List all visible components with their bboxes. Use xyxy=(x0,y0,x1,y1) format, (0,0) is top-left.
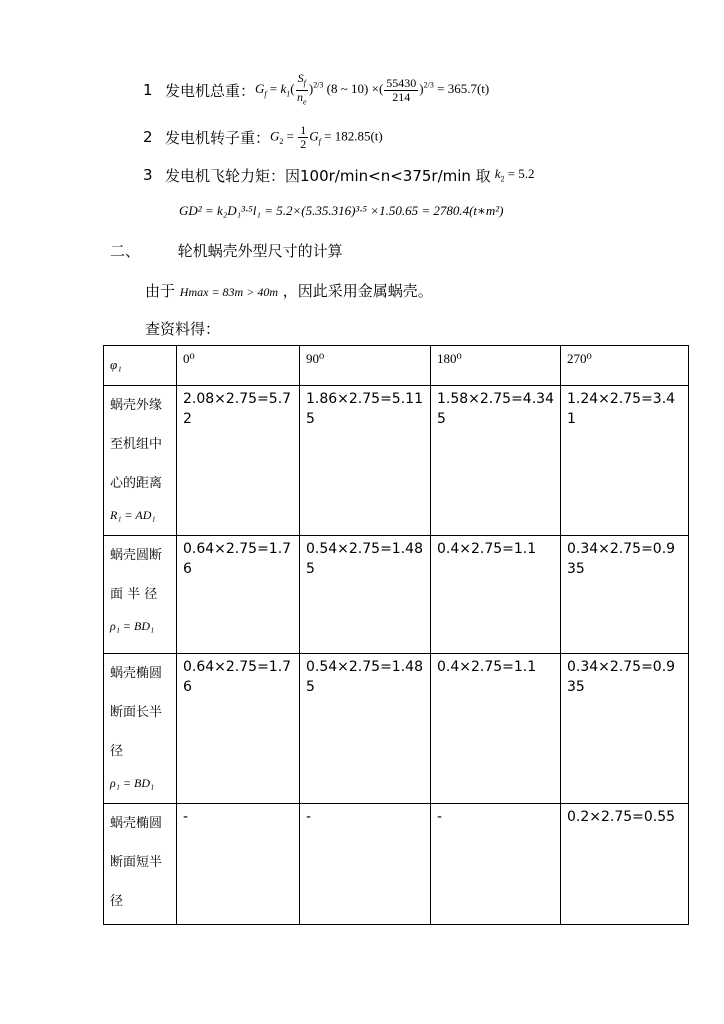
paragraph-lookup: 查资料得： xyxy=(145,320,221,338)
para1-suffix: ，因此采用金属蜗壳。 xyxy=(282,282,433,300)
table-cell: 0.4×2.75=1.1 xyxy=(431,536,561,654)
row-label-line: 蜗壳外缘 xyxy=(110,398,163,413)
header-0: 0⁰ xyxy=(183,351,195,366)
f1-result: = 365.7(t) xyxy=(437,80,490,96)
table-header-row xyxy=(104,346,689,386)
row-symbol: ρ₁ = BD₁ xyxy=(110,776,155,790)
table-cell: - xyxy=(431,804,561,925)
table-cell: 1.58×2.75=4.345 xyxy=(431,386,561,536)
para1-math: Hmax = 83m > 40m xyxy=(179,285,278,299)
f2-lhs-sub: 2 xyxy=(279,136,284,146)
f2-frac-num: 1 xyxy=(300,122,307,137)
table-header-cell xyxy=(177,346,300,386)
header-90: 90⁰ xyxy=(306,351,325,366)
row-label-line: 心的距离 xyxy=(110,476,163,491)
row-label-line: 断面长半 xyxy=(110,705,163,720)
row-label-line: 蜗壳椭圆 xyxy=(110,666,163,681)
table-corner-cell xyxy=(104,346,177,386)
table-cell: 0.54×2.75=1.485 xyxy=(300,654,431,804)
item-3 xyxy=(143,164,535,186)
row-label-cell xyxy=(104,654,177,804)
table-header-cell xyxy=(431,346,561,386)
row-label-line: 径 xyxy=(110,894,124,909)
f2-lhs: G xyxy=(270,127,280,143)
f3-k: k xyxy=(494,166,501,182)
section-title: 轮机蜗壳外型尺寸的计算 xyxy=(177,242,343,260)
table-cell: 0.64×2.75=1.76 xyxy=(177,536,300,654)
item-label: 发电机飞轮力矩：因100r/min<n<375r/min 取 xyxy=(165,166,491,185)
f1-exp-2: 2/3 xyxy=(423,80,434,90)
table-cell: 1.24×2.75=3.41 xyxy=(561,386,689,536)
item-2 xyxy=(143,118,383,156)
table-header-cell xyxy=(561,346,689,386)
paragraph-metal-casing xyxy=(145,280,433,301)
row-label-line: 至机组中 xyxy=(110,437,163,452)
f2-fraction xyxy=(298,124,308,151)
f2-rhs-sub: f xyxy=(318,136,321,146)
row-label-cell xyxy=(104,536,177,654)
f1-frac1-num-sub: f xyxy=(303,78,306,88)
table-row xyxy=(104,536,689,654)
row-label-line: 断面短半 xyxy=(110,855,163,870)
section-number: 二、 xyxy=(110,242,141,260)
table-row xyxy=(104,804,689,925)
f1-fraction-1 xyxy=(296,72,308,108)
table-cell: 0.4×2.75=1.1 xyxy=(431,654,561,804)
f3-k-value: = 5.2 xyxy=(507,166,535,182)
f1-lhs-sub: f xyxy=(264,89,267,99)
row-label-line: 面 半 径 xyxy=(110,587,158,602)
row-label-line: 蜗壳椭圆 xyxy=(110,816,163,831)
item-label: 发电机总重： xyxy=(165,81,256,100)
f1-frac1-num: S xyxy=(297,71,304,86)
table-cell: 0.2×2.75=0.55 xyxy=(561,804,689,925)
f1-fraction-2 xyxy=(384,77,418,104)
item-label: 发电机转子重： xyxy=(165,128,271,147)
table-cell: 2.08×2.75=5.72 xyxy=(177,386,300,536)
f2-frac-den: 2 xyxy=(300,136,307,151)
formula-rotor-weight: $G_2$ = $\frac{1}{2}$ $G_f = 182.85(t)$ xyxy=(270,122,383,151)
formula-k2 xyxy=(495,166,535,184)
f1-range: (8 ~ 10) × xyxy=(326,80,379,96)
table-cell: 0.34×2.75=0.935 xyxy=(561,536,689,654)
f1-frac2-den: 214 xyxy=(392,89,411,104)
table-cell: - xyxy=(300,804,431,925)
row-label-cell xyxy=(104,804,177,925)
table-cell: 1.86×2.75=5.115 xyxy=(300,386,431,536)
item-1 xyxy=(143,68,489,112)
row-symbol: ρ₁ = BD₁ xyxy=(110,619,155,633)
item-number: 3 xyxy=(143,166,153,184)
row-label-cell xyxy=(104,386,177,536)
table-header-cell xyxy=(300,346,431,386)
f2-result: = 182.85(t) xyxy=(324,127,383,143)
f1-exp-1: 2/3 xyxy=(313,80,324,90)
f1-frac2-num: 55430 xyxy=(386,75,417,90)
row-label-line: 蜗壳圆断 xyxy=(110,548,163,563)
table-cell: 0.54×2.75=1.485 xyxy=(300,536,431,654)
header-180: 180⁰ xyxy=(437,351,462,366)
formula-flywheel-moment: GD² = k₂D₁³·⁵l₁ = 5.2×(5.35.316)³·⁵ ×1.50.65 = 2780.4(t∗m²) xyxy=(179,203,504,218)
row-symbol: R₁ = AD₁ xyxy=(110,508,156,522)
table-row xyxy=(104,654,689,804)
f1-frac1-den: n xyxy=(296,89,303,104)
f1-k: k xyxy=(280,80,287,96)
item-number: 2 xyxy=(143,128,153,146)
f2-rhs: G xyxy=(309,127,319,143)
table-cell: - xyxy=(177,804,300,925)
row-label-line: 径 xyxy=(110,744,124,759)
header-270: 270⁰ xyxy=(567,351,592,366)
f3-k-sub: 2 xyxy=(500,174,505,184)
f1-lhs: G xyxy=(255,80,265,96)
para1-prefix: 由于 xyxy=(145,282,176,300)
table-cell: 0.64×2.75=1.76 xyxy=(177,654,300,804)
item-number: 1 xyxy=(143,81,153,99)
f1-k-sub: 1 xyxy=(286,89,291,99)
corner-symbol: φ₁ xyxy=(110,357,122,372)
table-row xyxy=(104,386,689,536)
formula-total-weight: $G_f = k_1$( $\frac{S_f}{n_e}$ )$^{2/3}$ (8 ~ 10) ×( $\frac{55430}{214}$ )$^{2/3}$ = 365.7(t) xyxy=(255,71,490,106)
spiral-casing-table xyxy=(103,345,689,925)
section-heading xyxy=(110,240,343,261)
table-cell: 0.34×2.75=0.935 xyxy=(561,654,689,804)
f1-frac1-den-sub: e xyxy=(302,96,307,106)
